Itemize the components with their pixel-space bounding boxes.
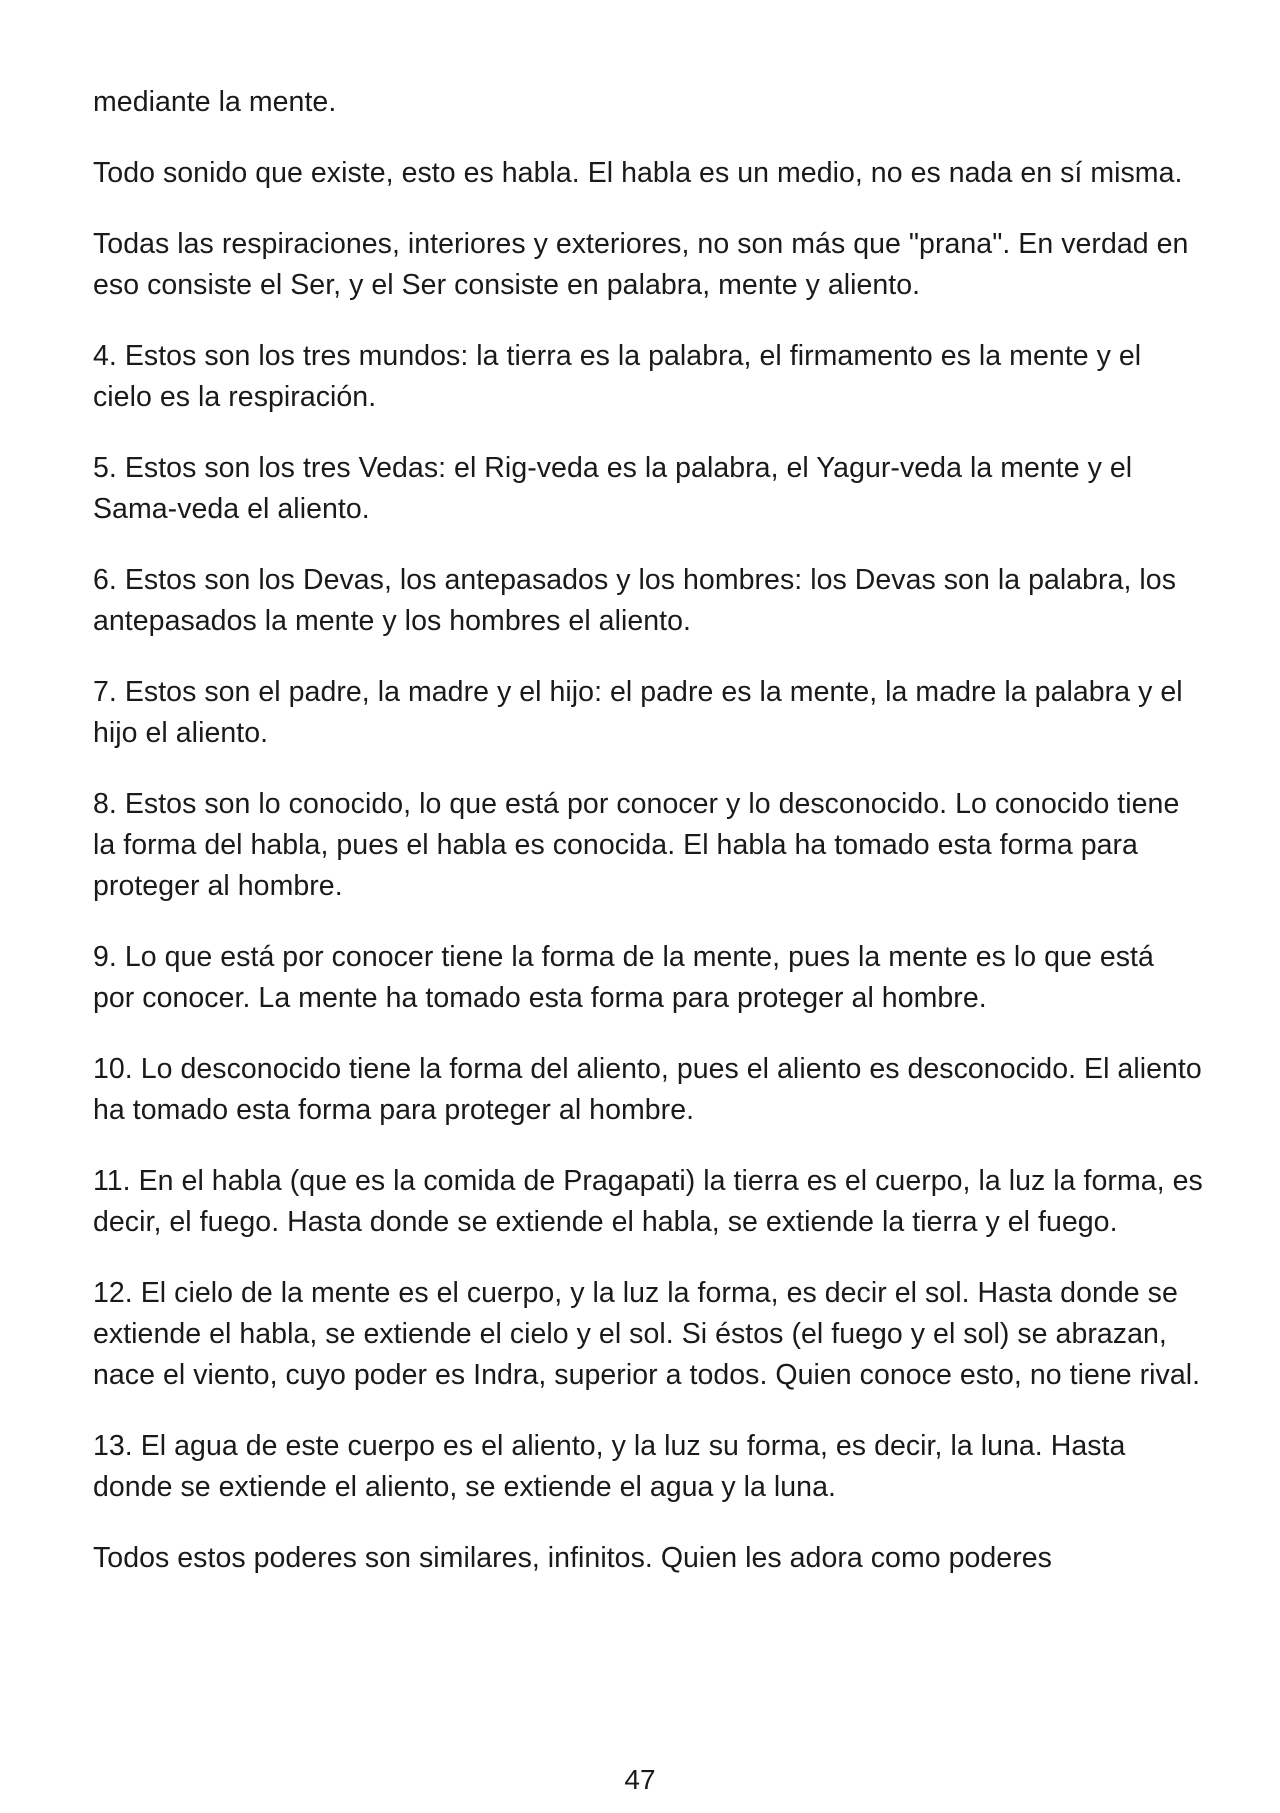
paragraph-verse-4: 4. Estos son los tres mundos: la tierra es la palabra, el firmamento es la mente y el cielo es la respiración. — [93, 340, 1142, 413]
paragraph-verse-12: 12. El cielo de la mente es el cuerpo, y la luz la forma, es decir el sol. Hasta donde se extiende el habla, se extiende el cielo y el sol. Si éstos (el fuego y el sol) se abrazan, nace el viento, cuyo poder es Indra, superior a todos. Quien conoce esto, no tiene rival. — [93, 1277, 1201, 1391]
paragraph-verse-10: 10. Lo desconocido tiene la forma del aliento, pues el aliento es desconocido. El aliento ha tomado esta forma para proteger al hombre. — [93, 1053, 1202, 1126]
paragraph-verse-13: 13. El agua de este cuerpo es el aliento, y la luz su forma, es decir, la luna. Hasta donde se extiende el aliento, se extiende el agua y la luna. — [93, 1430, 1126, 1503]
paragraph-continuation: mediante la mente. — [93, 86, 337, 118]
paragraph-verse-5: 5. Estos son los tres Vedas: el Rig-veda es la palabra, el Yagur-veda la mente y el Sama-veda el aliento. — [93, 452, 1133, 525]
page-body — [93, 82, 1203, 1609]
paragraph-verse-11: 11. En el habla (que es la comida de Pragapati) la tierra es el cuerpo, la luz la forma, es decir, el fuego. Hasta donde se extiende el habla, se extiende la tierra y el fuego. — [93, 1165, 1203, 1238]
page-number: 47 — [624, 1764, 656, 1795]
paragraph-verse-9: 9. Lo que está por conocer tiene la forma de la mente, pues la mente es lo que está por conocer. La mente ha tomado esta forma para proteger al hombre. — [93, 941, 1154, 1014]
paragraph-sound-speech: Todo sonido que existe, esto es habla. El habla es un medio, no es nada en sí misma. — [93, 157, 1183, 189]
paragraph-prana: Todas las respiraciones, interiores y exteriores, no son más que "prana". En verdad en eso consiste el Ser, y el Ser consiste en palabra, mente y aliento. — [93, 228, 1189, 301]
paragraph-verse-6: 6. Estos son los Devas, los antepasados y los hombres: los Devas son la palabra, los antepasados la mente y los hombres el aliento. — [93, 564, 1177, 637]
paragraph-verse-8: 8. Estos son lo conocido, lo que está por conocer y lo desconocido. Lo conocido tiene la forma del habla, pues el habla es conocida. El habla ha tomado esta forma para proteger al hombre. — [93, 788, 1180, 902]
paragraph-verse-7: 7. Estos son el padre, la madre y el hijo: el padre es la mente, la madre la palabra y el hijo el aliento. — [93, 676, 1183, 749]
paragraph-powers: Todos estos poderes son similares, infinitos. Quien les adora como poderes — [93, 1542, 1052, 1574]
